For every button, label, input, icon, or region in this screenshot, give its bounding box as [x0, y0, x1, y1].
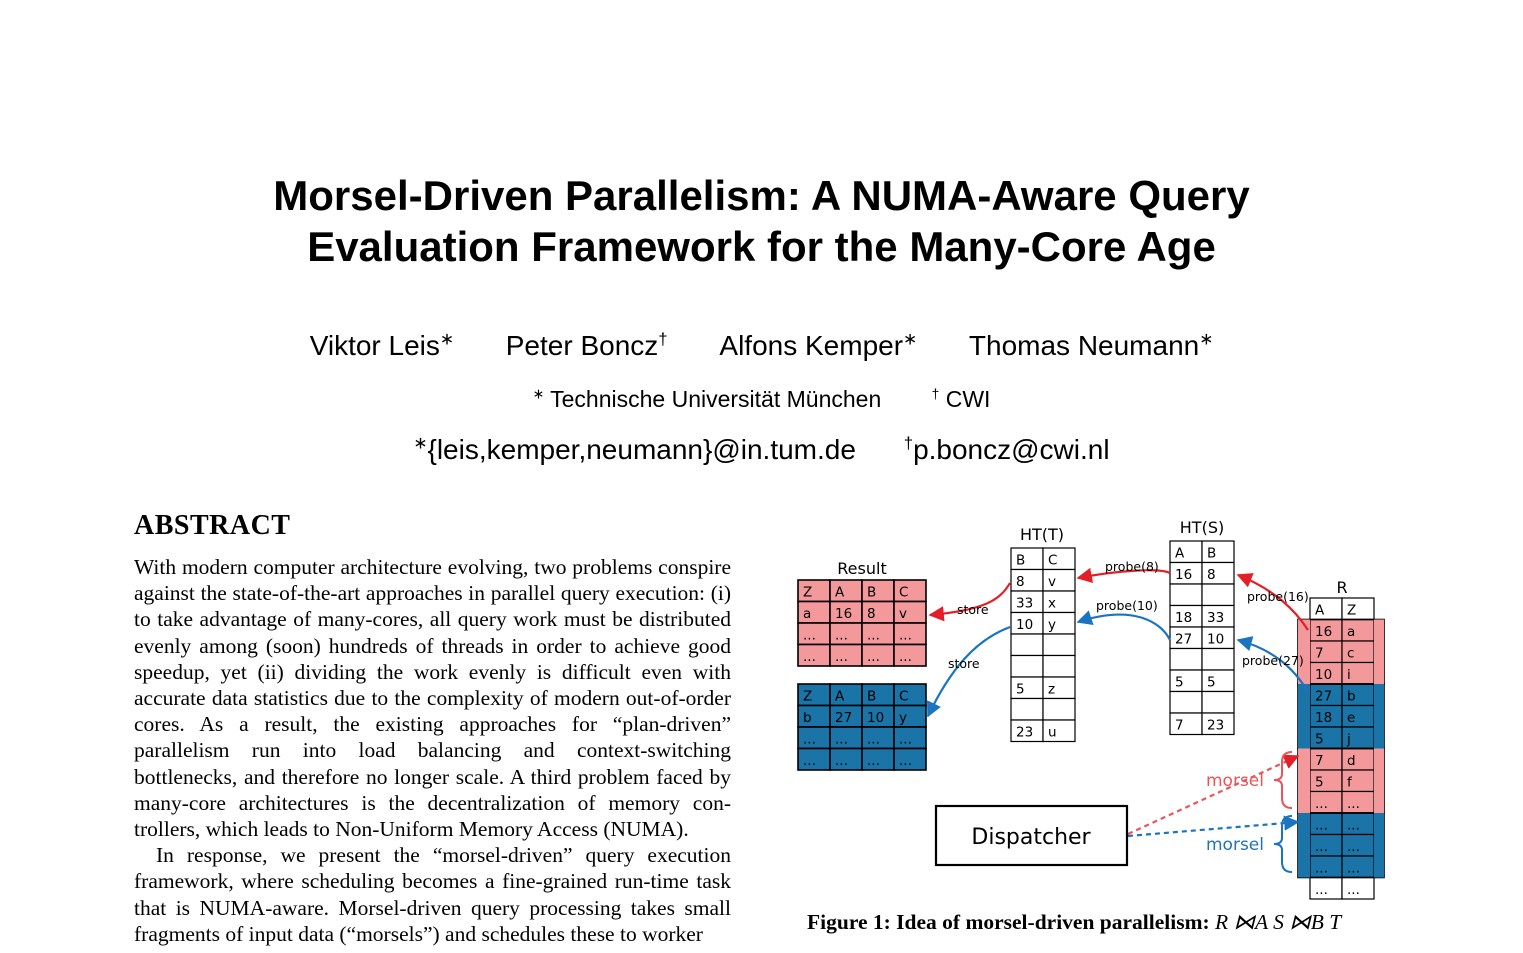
author-name: Alfons Kemper [719, 330, 904, 361]
email [413, 434, 856, 465]
table-cell-text: ... [803, 731, 816, 748]
table-cell-text: ... [1347, 796, 1360, 812]
author [719, 330, 917, 361]
table-cell-text: Z [803, 584, 813, 601]
figure-1 [780, 505, 1420, 953]
store-label: store [948, 656, 980, 671]
table-cell-text: C [899, 688, 909, 705]
table-cell-text: v [899, 606, 907, 622]
table-cell [1043, 699, 1075, 721]
table-cell-text: ... [1315, 860, 1328, 877]
r-group-band [1298, 749, 1310, 814]
table-cell [1011, 634, 1043, 656]
table-cell-text: c [1347, 645, 1355, 662]
table-cell-text: 8 [1207, 567, 1216, 583]
table-cell-text: B [867, 584, 877, 601]
email-address[interactable]: {leis,kemper,neumann}@in.tum.de [427, 434, 856, 465]
table-cell-text: ... [1347, 817, 1360, 834]
morsel-label: morsel [1206, 771, 1264, 791]
table-cell-text: 5 [1175, 674, 1184, 691]
r-group-band [1298, 684, 1310, 749]
r-group-band [1374, 684, 1384, 749]
table-cell-text: e [1347, 710, 1356, 726]
table-cell-text: 5 [1016, 681, 1025, 698]
table-cell [1011, 699, 1043, 721]
abstract-heading: ABSTRACT [134, 510, 291, 541]
table-cell-text: ... [835, 649, 848, 665]
table-cell [1202, 692, 1234, 714]
probe-label: probe(8) [1105, 559, 1159, 574]
morsel-brace-blue [1274, 816, 1292, 872]
table-cell-text: ... [835, 627, 848, 644]
table-cell-text: 5 [1315, 731, 1324, 748]
table-cell-text: Z [803, 688, 813, 705]
affiliation-list [0, 386, 1523, 413]
email [904, 434, 1110, 465]
table-cell-text: B [867, 688, 877, 705]
store-label: store [957, 602, 989, 617]
r-group-band [1374, 749, 1384, 814]
table-cell-text: y [1048, 617, 1056, 633]
morsel-arrow-blue [1128, 822, 1298, 836]
title-line-1: Morsel-Driven Parallelism: A NUMA-Aware Query [273, 172, 1250, 219]
table-cell-text: ... [867, 649, 880, 665]
affiliation-name: Technische Universität München [550, 386, 882, 412]
affiliation-mark: ∗ [532, 386, 545, 402]
table-cell-text: Z [1347, 602, 1357, 619]
table-cell [1202, 649, 1234, 671]
table-cell-text: 8 [867, 606, 876, 622]
table-cell-text: ... [899, 649, 912, 665]
table-cell-text: 23 [1016, 724, 1034, 741]
author-name: Viktor Leis [309, 330, 440, 361]
table-cell-text: C [899, 584, 909, 601]
table-cell-text: ... [867, 627, 880, 644]
table-cell-text: 5 [1207, 674, 1216, 691]
table-cell-text: a [1347, 624, 1356, 640]
probe-label: probe(16) [1247, 589, 1309, 604]
table-cell-text: C [1048, 552, 1058, 569]
abstract-paragraph-2: In response, we present the “morsel-driven” query execution framework, where scheduling becomes a fine-grained run-time task that is NUMA-aware. Morsel-driven query processing takes small fragments of input data (“morsels”) and schedules these to worker [134, 843, 731, 946]
table-cell-text: 16 [1315, 624, 1333, 640]
table-cell-text: f [1347, 774, 1352, 791]
table-cell-text: ... [1347, 860, 1360, 877]
morsel-label: morsel [1206, 835, 1264, 855]
table-cell-text: ... [899, 753, 912, 769]
table-cell-text: ... [803, 649, 816, 665]
table-cell-text: 10 [1016, 617, 1034, 633]
morsel-diagram [780, 505, 1420, 910]
ht-t-table-title: HT(T) [1019, 525, 1065, 544]
table-cell-text: 16 [1175, 567, 1193, 583]
table-cell-text: ... [1315, 817, 1328, 834]
email-list [0, 434, 1523, 466]
table-cell-text: v [1048, 574, 1056, 590]
table-cell-text: ... [835, 753, 848, 769]
table-cell-text: ... [1315, 882, 1328, 898]
table-cell-text: ... [1347, 882, 1360, 898]
probe10-arrow [1078, 615, 1170, 640]
table-cell-text: 16 [835, 606, 853, 622]
probe-label: probe(10) [1096, 598, 1158, 613]
table-cell [1011, 656, 1043, 678]
author-list [0, 330, 1523, 362]
table-cell-text: 33 [1016, 595, 1034, 612]
table-cell [1170, 692, 1202, 714]
table-cell-text: z [1048, 681, 1056, 698]
table-cell-text: x [1048, 595, 1056, 612]
table-cell-text: 10 [867, 710, 885, 726]
result-red-table-title: Result [837, 559, 887, 578]
table-cell-text: ... [899, 627, 912, 644]
table-cell-text: ... [867, 753, 880, 769]
author-mark: † [658, 329, 668, 349]
table-cell-text: ... [1315, 796, 1328, 812]
table-cell-text: ... [899, 731, 912, 748]
ht-t-table [1011, 525, 1075, 742]
affiliation-mark: † [931, 386, 940, 402]
table-cell-text: i [1347, 667, 1351, 683]
table-cell-text: 18 [1175, 610, 1193, 626]
author [969, 330, 1213, 361]
table-cell-text: 10 [1315, 667, 1333, 683]
table-cell-text: 23 [1207, 717, 1225, 734]
affiliation [932, 386, 991, 412]
table-cell-text: 7 [1315, 753, 1324, 769]
dispatcher-label: Dispatcher [971, 825, 1091, 850]
store-arrow-blue [928, 627, 1010, 716]
caption-label: Figure 1: Idea of morsel-driven parallelism: [807, 910, 1210, 934]
table-cell-text: 27 [835, 710, 853, 726]
table-cell-text: B [1016, 552, 1026, 569]
r-table-title: R [1336, 578, 1348, 597]
table-cell [1170, 649, 1202, 671]
ht-s-table [1170, 518, 1234, 735]
abstract-body [134, 554, 731, 947]
table-cell [1202, 584, 1234, 606]
r-table [1310, 578, 1374, 899]
r-group-band [1374, 813, 1384, 878]
affiliation [533, 386, 882, 412]
table-cell-text: a [803, 606, 812, 622]
r-group-band [1298, 813, 1310, 878]
r-group-band [1374, 620, 1384, 685]
title-line-2: Evaluation Framework for the Many-Core Age [307, 223, 1216, 270]
table-cell-text: y [899, 710, 907, 726]
table-cell-text: b [1347, 688, 1356, 705]
table-cell-text: A [1315, 602, 1325, 619]
result-blue-table [798, 684, 926, 770]
table-cell-text: j [1347, 731, 1351, 748]
table-cell-text: u [1048, 724, 1057, 741]
table-cell-text: 18 [1315, 710, 1333, 726]
table-cell-text: 7 [1315, 645, 1324, 662]
table-cell-text: ... [1347, 839, 1360, 855]
author-mark: ∗ [1199, 329, 1214, 349]
abstract-paragraph-1: With modern computer architecture evolving, two problems conspire against the state-of-the-art approaches in parallel query execution: (i) to take advantage of many-cores, all query work must be distributed evenly among (soon) hundreds of threads in order to achieve good speedup, yet (ii) dividing the work evenly is difficult even with accurate data statistics due to the complexity of modern out-of-order cores. As a result, the existing approaches for “plan-driven” parallelism run into load balancing and context-switching bottlenecks, and therefore no longer scale. A third problem faced by many-core architectures is the decentralization of memory controllers, which leads to Non-Uniform Memory Access (NUMA). [134, 555, 731, 842]
affiliation-name: CWI [945, 386, 991, 412]
morsel-brace-red [1274, 752, 1292, 808]
author-mark: ∗ [439, 329, 454, 349]
table-cell-text: A [1175, 545, 1185, 562]
table-cell-text: B [1207, 545, 1217, 562]
result-red-table [798, 559, 926, 666]
author [310, 330, 454, 361]
table-cell-text: ... [803, 627, 816, 644]
table-cell-text: ... [867, 731, 880, 748]
email-address[interactable]: p.boncz@cwi.nl [913, 434, 1110, 465]
table-cell [1170, 584, 1202, 606]
table-cell-text: ... [803, 753, 816, 769]
author [506, 330, 668, 361]
table-cell-text: d [1347, 753, 1356, 769]
morsel-arrow-red [1128, 756, 1298, 834]
table-cell [1043, 634, 1075, 656]
caption-formula: R ⋈A S ⋈B T [1215, 910, 1342, 934]
table-cell-text: 27 [1315, 688, 1333, 705]
table-cell-text: 27 [1175, 631, 1193, 648]
ht-s-table-title: HT(S) [1179, 518, 1225, 537]
table-cell-text: A [835, 688, 845, 705]
table-cell-text: ... [1315, 839, 1328, 855]
table-cell-text: 5 [1315, 774, 1324, 791]
table-cell-text: b [803, 710, 812, 726]
table-cell [1043, 656, 1075, 678]
paper-title [0, 170, 1523, 272]
table-cell-text: 33 [1207, 610, 1225, 626]
table-cell-text: 8 [1016, 574, 1025, 590]
table-cell-text: 7 [1175, 717, 1184, 734]
author-mark: ∗ [903, 329, 918, 349]
table-cell-text: ... [835, 731, 848, 748]
author-name: Peter Boncz [505, 330, 659, 361]
email-mark: † [903, 433, 914, 453]
dispatcher-box [936, 806, 1127, 865]
email-mark: ∗ [413, 433, 428, 453]
table-cell-text: A [835, 584, 845, 601]
probe-label: probe(27) [1242, 653, 1304, 668]
author-name: Thomas Neumann [968, 330, 1200, 361]
figure-caption [807, 910, 1341, 935]
table-cell-text: 10 [1207, 631, 1225, 648]
